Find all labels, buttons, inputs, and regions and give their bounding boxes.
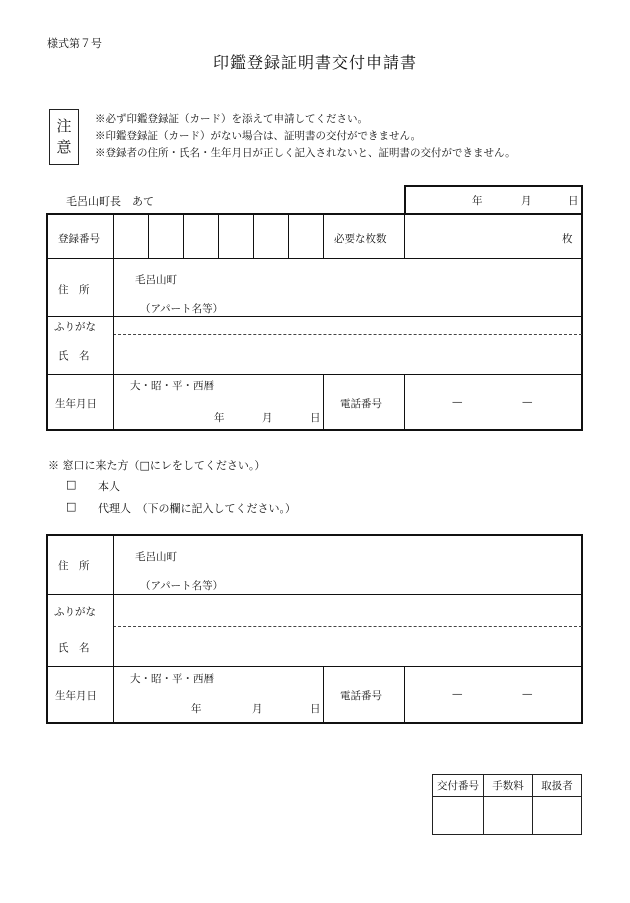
- agent-furigana-field[interactable]: [115, 596, 581, 625]
- notice-line: ※印鑑登録証（カード）がない場合は、証明書の交付ができません。: [95, 130, 422, 142]
- birth-month-label: 月: [262, 412, 273, 424]
- agent-furigana-label: ふりがな: [54, 606, 96, 618]
- registration-number-field[interactable]: [115, 215, 322, 257]
- agent-address-prefill: 毛呂山町: [135, 551, 177, 563]
- address-field[interactable]: [185, 262, 580, 314]
- office-header-fee: 手数料: [484, 775, 533, 797]
- birth-day-label: 日: [310, 412, 321, 424]
- copies-field[interactable]: [406, 215, 556, 257]
- phone-field[interactable]: [406, 376, 581, 429]
- agent-birth-month-label: 月: [252, 703, 263, 715]
- notice-label-box: [49, 109, 79, 165]
- date-day-label: 日: [568, 195, 579, 207]
- agent-name-label: 氏 名: [58, 642, 90, 654]
- phone-label: 電話番号: [340, 398, 382, 410]
- agent-birth-year-label: 年: [191, 703, 202, 715]
- date-year-label: 年: [472, 195, 483, 207]
- agent-birthdate-label: 生年月日: [55, 690, 97, 702]
- address-label: 住 所: [58, 284, 90, 296]
- form-number: 様式第７号: [47, 37, 102, 50]
- birthdate-label: 生年月日: [55, 398, 97, 410]
- agent-address-label: 住 所: [58, 560, 90, 572]
- agent-label: 代理人 （下の欄に記入してください。）: [98, 502, 296, 515]
- notice-label-char-1: 注: [56, 117, 72, 135]
- phone-separator: —: [452, 396, 463, 408]
- application-date-field[interactable]: [412, 187, 580, 213]
- office-header-issue-number: 交付番号: [433, 775, 484, 797]
- address-prefill: 毛呂山町: [135, 274, 177, 286]
- agent-address-field[interactable]: [185, 538, 580, 592]
- agent-phone-field[interactable]: [406, 668, 581, 722]
- agent-apartment-hint: （アパート名等）: [140, 580, 224, 592]
- copies-unit: 枚: [562, 233, 573, 245]
- agent-birthdate-field[interactable]: [115, 668, 321, 722]
- copies-label: 必要な枚数: [334, 233, 387, 245]
- furigana-label: ふりがな: [54, 321, 96, 333]
- agent-phone-label: 電話番号: [340, 690, 382, 702]
- birth-year-label: 年: [214, 412, 225, 424]
- agent-name-field[interactable]: [115, 628, 581, 665]
- date-month-label: 月: [521, 195, 532, 207]
- visitor-question: ※ 窓口に来た方（□にレをしてください。）: [48, 459, 266, 472]
- birthdate-field[interactable]: [115, 376, 321, 429]
- agent-checkbox[interactable]: □: [66, 500, 77, 513]
- furigana-field[interactable]: [115, 318, 581, 333]
- office-issue-number-cell[interactable]: [433, 797, 484, 835]
- office-use-table: [432, 774, 582, 835]
- agent-phone-separator: —: [522, 688, 533, 700]
- office-handler-cell[interactable]: [533, 797, 582, 835]
- notice-lines: [95, 111, 516, 162]
- agent-birth-day-label: 日: [310, 703, 321, 715]
- registration-number-label: 登録番号: [58, 233, 100, 245]
- notice-line: ※登録者の住所・氏名・生年月日が正しく記入されないと、証明書の交付ができません。: [95, 147, 516, 159]
- agent-phone-separator: —: [452, 688, 463, 700]
- notice-label-char-2: 意: [56, 138, 72, 156]
- page-title: 印鑑登録証明書交付申請書: [212, 53, 417, 72]
- agent-era-options: 大・昭・平・西暦: [130, 673, 214, 685]
- era-options: 大・昭・平・西暦: [130, 380, 214, 392]
- office-header-handler: 取扱者: [533, 775, 582, 797]
- self-label: 本人: [98, 480, 120, 493]
- notice-line: ※必ず印鑑登録証（カード）を添えて申請してください。: [95, 113, 368, 125]
- self-checkbox[interactable]: □: [66, 478, 77, 491]
- apartment-hint: （アパート名等）: [140, 303, 224, 315]
- name-label: 氏 名: [58, 350, 90, 362]
- office-fee-cell[interactable]: [484, 797, 533, 835]
- addressee: 毛呂山町長 あて: [66, 195, 154, 208]
- name-field[interactable]: [115, 336, 581, 373]
- phone-separator: —: [522, 396, 533, 408]
